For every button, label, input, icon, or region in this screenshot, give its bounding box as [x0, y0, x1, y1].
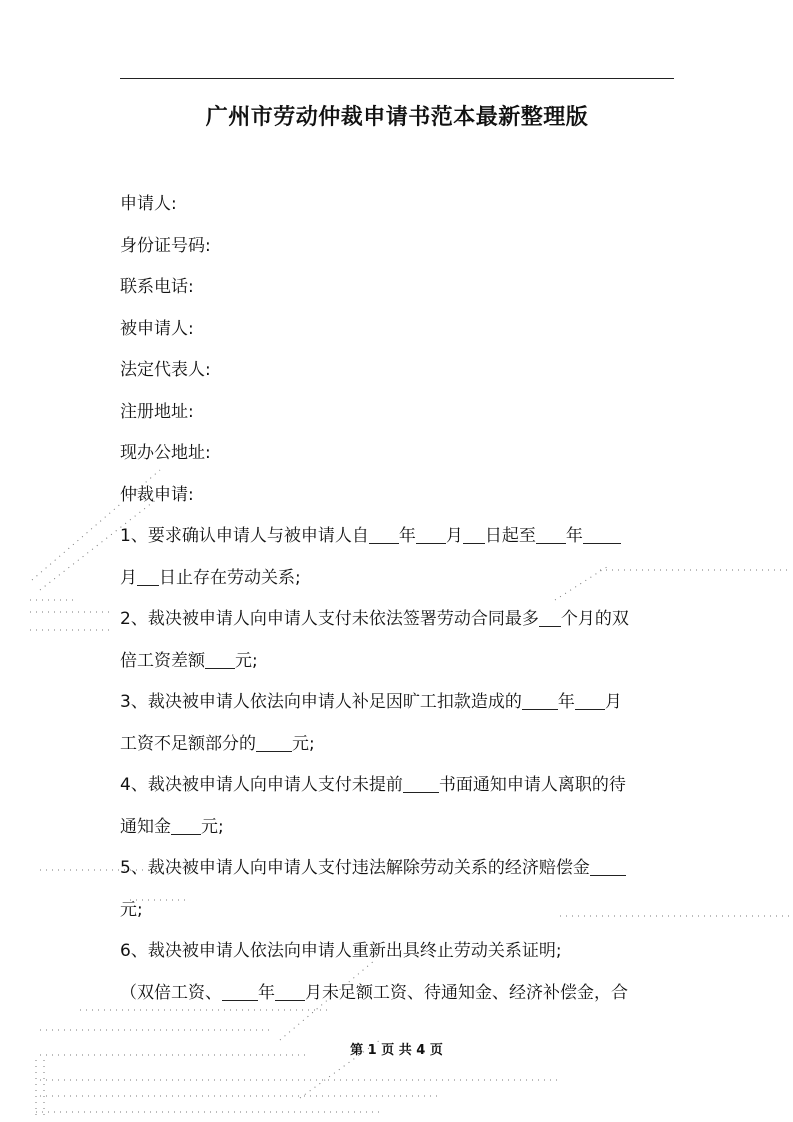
item-2-unit: 元; [235, 650, 258, 671]
item-2-text: 2、裁决被申请人向申请人支付未依法签署劳动合同最多 [120, 609, 539, 629]
item-6-line-1 [120, 931, 680, 973]
item-3-month-label: 月 [604, 692, 622, 712]
item-4-text-3: 通知金 [120, 816, 171, 837]
blank-month [583, 525, 621, 544]
item-6-text: 6、裁决被申请人依法向申请人重新出具终止劳动关系证明; [120, 941, 562, 961]
item-5-text: 5、裁决被申请人向申请人支付违法解除劳动关系的经济赔偿金 [120, 858, 590, 878]
item-3-text-2: 工资不足额部分的 [120, 733, 256, 754]
field-registered-address: 注册地址: [120, 401, 194, 422]
blank-year [536, 525, 566, 544]
item-1-month-label-2: 月 [120, 567, 137, 588]
item-3-unit: 元; [292, 733, 315, 754]
note-text-2: 月未足额工资、待通知金、经济补偿金，合 [305, 982, 628, 1003]
item-1-year-label-2: 年 [565, 526, 583, 546]
field-respondent: 被申请人: [120, 318, 194, 339]
item-4-text-2: 书面通知申请人离职的待 [438, 775, 626, 795]
page-footer: 第 1 页 共 4 页 [350, 1043, 443, 1058]
item-5-line-2 [120, 890, 680, 932]
blank-month [575, 691, 605, 710]
field-phone: 联系电话: [120, 277, 194, 297]
item-2-text-2: 个月的双 [560, 609, 629, 629]
item-3-year-label: 年 [557, 692, 575, 712]
item-1-line-1 [120, 516, 680, 558]
item-4-text: 4、裁决被申请人向申请人支付未提前 [120, 775, 403, 795]
item-1-line-2 [120, 558, 680, 600]
field-applicant: 申请人: [120, 194, 177, 214]
item-4-unit: 元; [201, 816, 224, 837]
blank-days [403, 774, 439, 793]
note-year-label: 年 [258, 982, 275, 1003]
note-text: （双倍工资、 [120, 982, 222, 1003]
item-3-text: 3、裁决被申请人依法向申请人补足因旷工扣款造成的 [120, 692, 522, 712]
field-id-number: 身份证号码: [120, 235, 211, 256]
blank-amount [256, 733, 292, 752]
item-2-line-1 [120, 599, 680, 641]
item-1-to-label: 日起至 [484, 526, 536, 546]
field-legal-rep: 法定代表人: [120, 360, 211, 380]
item-1-year-label: 年 [398, 526, 416, 546]
arbitration-request-heading: 仲裁申请: [120, 484, 194, 505]
item-5-line-1 [120, 848, 680, 890]
blank-amount [171, 816, 201, 835]
blank-year [369, 525, 399, 544]
item-1-end-text: 日止存在劳动关系; [159, 567, 301, 588]
blank-day [137, 567, 159, 586]
blank-year [222, 982, 258, 1001]
blank-month [275, 982, 305, 1001]
blank-amount [205, 650, 235, 669]
document-body [120, 184, 680, 1014]
blank-year [522, 691, 558, 710]
blank-amount [590, 857, 626, 876]
item-3-line-1 [120, 682, 680, 724]
item-4-line-1 [120, 765, 680, 807]
item-5-unit: 元; [120, 899, 143, 920]
item-2-text-3: 倍工资差额 [120, 650, 205, 671]
header-rule [120, 78, 674, 79]
blank-day [463, 525, 485, 544]
note-line-1 [120, 973, 680, 1015]
item-2-line-2 [120, 641, 680, 683]
field-office-address: 现办公地址: [120, 443, 211, 463]
item-3-line-2 [120, 724, 680, 766]
blank-month [416, 525, 446, 544]
document-title: 广州市劳动仲裁申请书范本最新整理版 [205, 105, 589, 130]
item-4-line-2 [120, 807, 680, 849]
item-1-text: 1、要求确认申请人与被申请人自 [120, 526, 369, 546]
item-1-month-label: 月 [445, 526, 463, 546]
blank-months [539, 608, 561, 627]
